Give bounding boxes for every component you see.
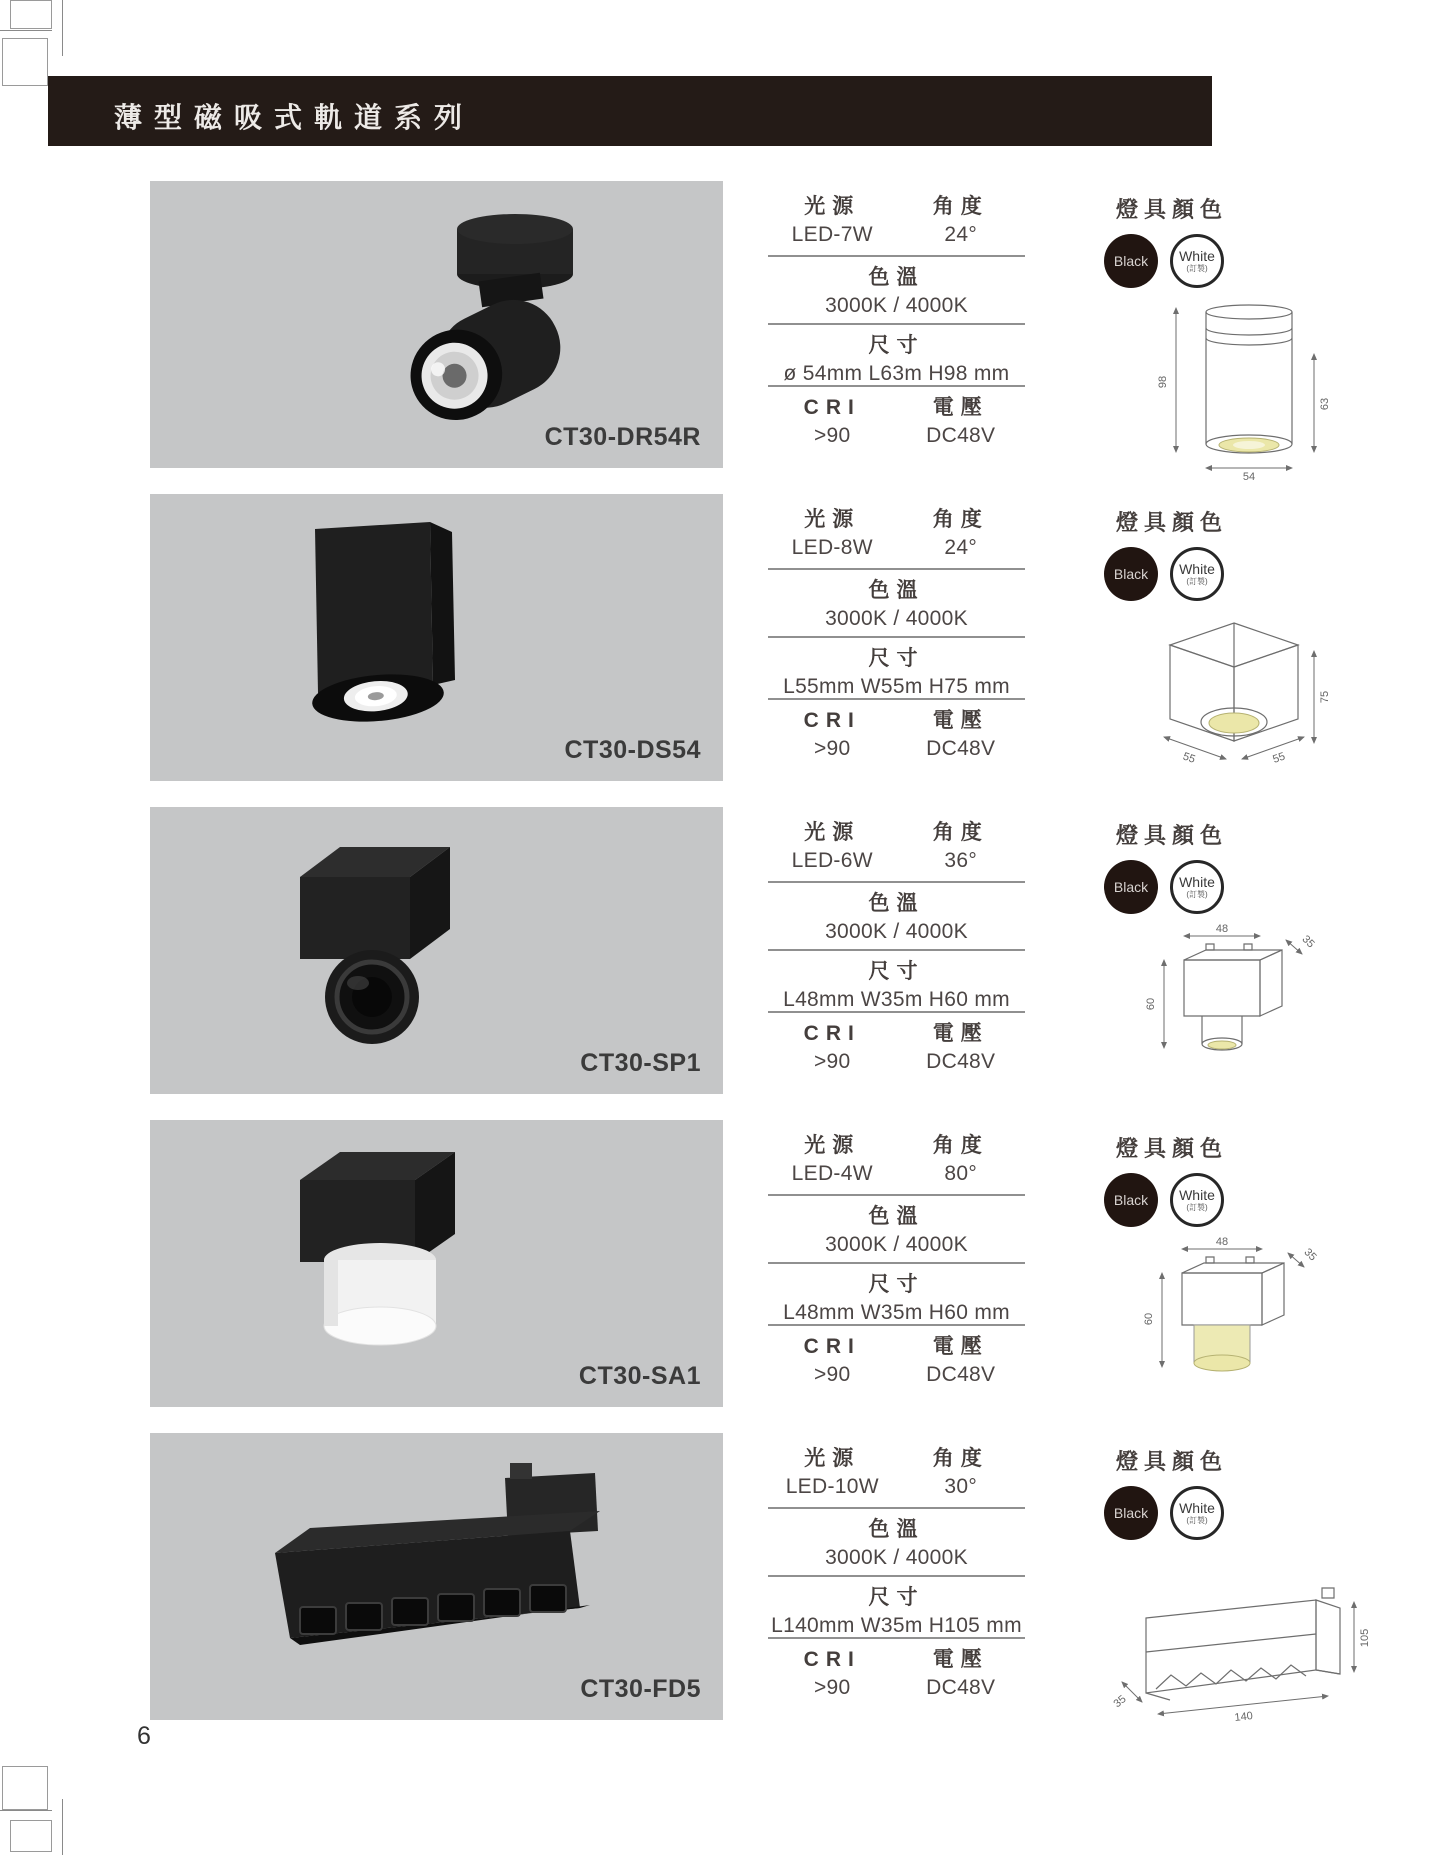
color-options bbox=[1100, 181, 1400, 481]
spec-value: 3000K / 4000K bbox=[825, 1233, 968, 1256]
black-color-badge: Black bbox=[1104, 547, 1158, 601]
spec-value: DC48V bbox=[926, 737, 996, 760]
spec-label: CRI bbox=[803, 1648, 861, 1671]
spec-value: 36° bbox=[944, 849, 978, 872]
svg-text:60: 60 bbox=[1143, 1312, 1155, 1326]
spec-value: DC48V bbox=[926, 1363, 996, 1386]
registration-mark bbox=[10, 1820, 52, 1852]
spec-label: 角度 bbox=[932, 821, 989, 844]
product-row bbox=[0, 181, 1440, 481]
spec-label: 電壓 bbox=[932, 1648, 989, 1671]
svg-text:63: 63 bbox=[1319, 397, 1331, 411]
spec-label: 色溫 bbox=[868, 1205, 925, 1228]
svg-text:35: 35 bbox=[1111, 1693, 1129, 1711]
spec-table bbox=[768, 1433, 1025, 1699]
spec-value: DC48V bbox=[926, 424, 996, 447]
svg-text:60: 60 bbox=[1145, 997, 1157, 1011]
spec-label: 色溫 bbox=[868, 266, 925, 289]
product-photo bbox=[150, 181, 723, 468]
spec-value: >90 bbox=[813, 1363, 851, 1386]
spec-label: 角度 bbox=[932, 1447, 989, 1470]
spec-value: DC48V bbox=[926, 1050, 996, 1073]
spec-value: 30° bbox=[944, 1475, 978, 1498]
dimension-diagram bbox=[1106, 296, 1366, 481]
spec-label: 光源 bbox=[804, 821, 861, 844]
spec-value: >90 bbox=[813, 1050, 851, 1073]
product-model: CT30-DS54 bbox=[564, 736, 701, 764]
spec-label: 尺寸 bbox=[868, 647, 925, 670]
color-options bbox=[1100, 1433, 1400, 1733]
registration-mark bbox=[62, 0, 63, 56]
spec-label: 尺寸 bbox=[868, 960, 925, 983]
svg-text:35: 35 bbox=[1299, 933, 1317, 951]
spec-label: 光源 bbox=[804, 195, 861, 218]
svg-text:55: 55 bbox=[1271, 750, 1287, 766]
spec-value: LED-6W bbox=[791, 849, 873, 872]
svg-text:98: 98 bbox=[1157, 375, 1169, 389]
colors-title: 燈具顏色 bbox=[1116, 823, 1229, 848]
svg-text:35: 35 bbox=[1301, 1246, 1319, 1264]
spec-value: >90 bbox=[813, 424, 851, 447]
white-color-badge: White (訂製) bbox=[1170, 1486, 1224, 1540]
registration-mark bbox=[0, 30, 52, 31]
page-number: 6 bbox=[137, 1722, 151, 1750]
black-color-badge: Black bbox=[1104, 1173, 1158, 1227]
colors-title: 燈具顏色 bbox=[1116, 1136, 1229, 1161]
spec-value: 3000K / 4000K bbox=[825, 294, 968, 317]
dimension-diagram bbox=[1106, 1548, 1376, 1733]
spec-label: 角度 bbox=[932, 195, 989, 218]
product-model: CT30-FD5 bbox=[580, 1675, 701, 1703]
product-model: CT30-SP1 bbox=[580, 1049, 701, 1077]
spec-label: 光源 bbox=[804, 1447, 861, 1470]
product-row bbox=[0, 807, 1440, 1094]
dimension-diagram bbox=[1106, 922, 1366, 1107]
spec-label: 尺寸 bbox=[868, 1586, 925, 1609]
spec-label: 尺寸 bbox=[868, 334, 925, 357]
white-color-badge: White (訂製) bbox=[1170, 547, 1224, 601]
black-color-badge: Black bbox=[1104, 234, 1158, 288]
spec-value: L140mm W35m H105 mm bbox=[771, 1614, 1022, 1637]
spec-table bbox=[768, 1120, 1025, 1386]
spec-table bbox=[768, 807, 1025, 1073]
spec-label: 電壓 bbox=[932, 396, 989, 419]
spec-label: 色溫 bbox=[868, 892, 925, 915]
spec-value: LED-4W bbox=[791, 1162, 873, 1185]
spec-label: 光源 bbox=[804, 508, 861, 531]
svg-text:75: 75 bbox=[1319, 690, 1331, 704]
product-photo bbox=[150, 807, 723, 1094]
registration-mark bbox=[0, 1810, 52, 1811]
series-header-bar bbox=[48, 76, 1212, 146]
product-row bbox=[0, 494, 1440, 781]
product-model: CT30-DR54R bbox=[544, 423, 701, 451]
black-color-badge: Black bbox=[1104, 1486, 1158, 1540]
svg-text:55: 55 bbox=[1181, 750, 1197, 766]
spec-label: CRI bbox=[803, 396, 861, 419]
white-color-badge: White (訂製) bbox=[1170, 860, 1224, 914]
svg-text:54: 54 bbox=[1242, 471, 1256, 481]
spec-table bbox=[768, 181, 1025, 447]
registration-mark bbox=[62, 1799, 63, 1855]
svg-text:140: 140 bbox=[1233, 1710, 1254, 1724]
spec-value: LED-8W bbox=[791, 536, 873, 559]
svg-text:105: 105 bbox=[1359, 1628, 1371, 1648]
white-color-badge: White (訂製) bbox=[1170, 1173, 1224, 1227]
registration-mark bbox=[10, 0, 52, 29]
spec-label: 色溫 bbox=[868, 579, 925, 602]
spec-table bbox=[768, 494, 1025, 760]
spec-label: 色溫 bbox=[868, 1518, 925, 1541]
dimension-diagram bbox=[1106, 1235, 1366, 1420]
spec-label: 光源 bbox=[804, 1134, 861, 1157]
spec-label: 電壓 bbox=[932, 709, 989, 732]
spec-value: LED-10W bbox=[785, 1475, 879, 1498]
spec-label: CRI bbox=[803, 709, 861, 732]
color-options bbox=[1100, 1120, 1400, 1420]
spec-value: LED-7W bbox=[791, 223, 873, 246]
spec-value: 3000K / 4000K bbox=[825, 920, 968, 943]
spec-label: 電壓 bbox=[932, 1022, 989, 1045]
colors-title: 燈具顏色 bbox=[1116, 510, 1229, 535]
colors-title: 燈具顏色 bbox=[1116, 1449, 1229, 1474]
product-row bbox=[0, 1120, 1440, 1407]
colors-title: 燈具顏色 bbox=[1116, 197, 1229, 222]
spec-value: L48mm W35m H60 mm bbox=[783, 988, 1010, 1011]
spec-value: DC48V bbox=[926, 1676, 996, 1699]
spec-value: ø 54mm L63m H98 mm bbox=[783, 362, 1010, 385]
registration-mark bbox=[2, 1766, 48, 1810]
color-options bbox=[1100, 494, 1400, 794]
product-row bbox=[0, 1433, 1440, 1724]
spec-label: 角度 bbox=[932, 508, 989, 531]
product-photo bbox=[150, 494, 723, 781]
spec-value: L48mm W35m H60 mm bbox=[783, 1301, 1010, 1324]
spec-label: 尺寸 bbox=[868, 1273, 925, 1296]
svg-text:48: 48 bbox=[1215, 923, 1229, 935]
spec-value: >90 bbox=[813, 1676, 851, 1699]
dimension-diagram bbox=[1106, 609, 1366, 794]
spec-value: 24° bbox=[944, 223, 978, 246]
svg-text:48: 48 bbox=[1215, 1236, 1229, 1248]
spec-value: 3000K / 4000K bbox=[825, 1546, 968, 1569]
spec-label: 角度 bbox=[932, 1134, 989, 1157]
spec-value: 80° bbox=[944, 1162, 978, 1185]
white-color-badge: White (訂製) bbox=[1170, 234, 1224, 288]
product-photo bbox=[150, 1433, 723, 1720]
spec-value: L55mm W55m H75 mm bbox=[783, 675, 1010, 698]
black-color-badge: Black bbox=[1104, 860, 1158, 914]
spec-value: 3000K / 4000K bbox=[825, 607, 968, 630]
color-options bbox=[1100, 807, 1400, 1107]
series-title: 薄型磁吸式軌道系列 bbox=[114, 102, 475, 133]
spec-label: 電壓 bbox=[932, 1335, 989, 1358]
spec-value: >90 bbox=[813, 737, 851, 760]
registration-mark bbox=[2, 38, 48, 86]
product-photo bbox=[150, 1120, 723, 1407]
product-model: CT30-SA1 bbox=[578, 1362, 701, 1390]
spec-label: CRI bbox=[803, 1022, 861, 1045]
spec-value: 24° bbox=[944, 536, 978, 559]
spec-label: CRI bbox=[803, 1335, 861, 1358]
